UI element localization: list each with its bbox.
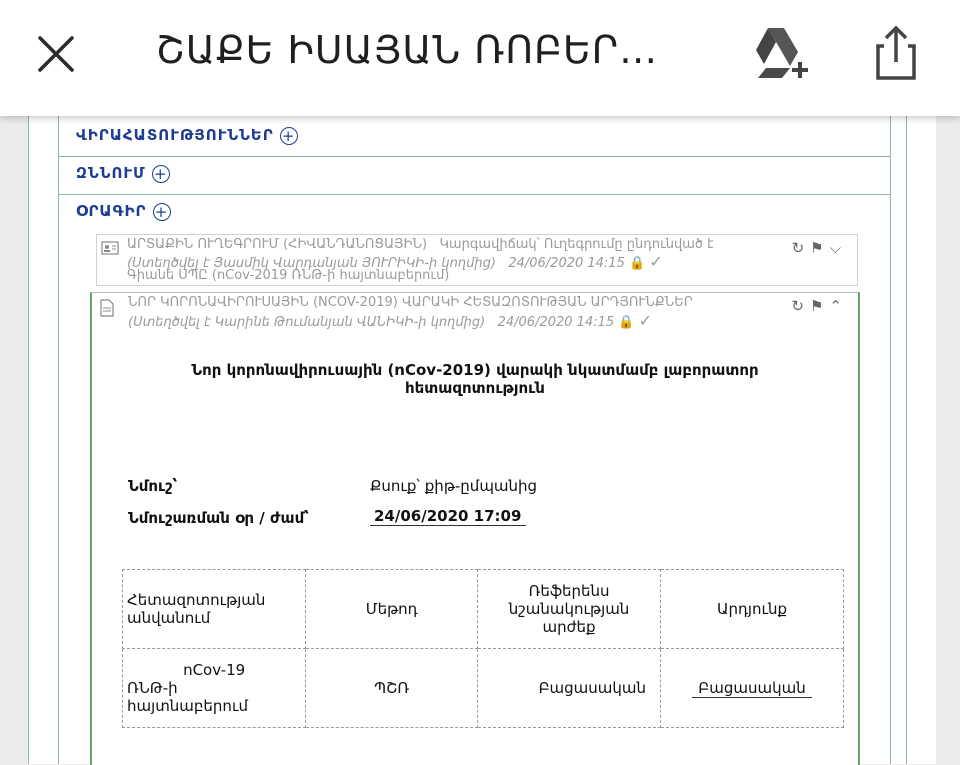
close-icon: [30, 28, 82, 80]
cell-test-name: nCov-19 ՌՆԹ-ի հայտնաբերում: [123, 649, 306, 728]
section-label: ՕՐԱԳԻՐ: [76, 202, 147, 220]
card-controls: [792, 239, 847, 257]
google-drive-add-icon: [752, 24, 814, 80]
card-service: Գիանե ՍՊԸ (nCov-2019 ՌՆԹ-ի հայտնաբերում): [127, 268, 450, 283]
add-to-drive-button[interactable]: [752, 24, 814, 80]
share-button[interactable]: [868, 22, 924, 82]
cell-method: ՊՇՌ: [306, 649, 478, 728]
card-title: ՆՈՐ ԿՈՐՈՆԱՎԻՐՈՒՍԱՅԻՆ (NCOV-2019) ՎԱՐԱԿԻ ՀԵՏԱԶՈՏՈՒԹՅԱՆ ԱՐԴՅՈՒՆՔՆԵՐ: [128, 295, 693, 310]
table-header-row: [123, 570, 844, 649]
refresh-icon[interactable]: ↻: [791, 297, 810, 315]
header-result: Արդյունք: [661, 570, 844, 649]
header-test-name: Հետազոտության անվանում: [123, 570, 306, 649]
sample-label: Նմուշ՝: [128, 477, 178, 495]
add-icon[interactable]: +: [153, 203, 171, 221]
outer-frame-right: [890, 116, 891, 764]
card-created-by: (Ստեղծվել է Կարինե Թումանյան ՎԱՆԻԿԻ-ի կողմից): [128, 315, 486, 330]
checkmark-icon: ✓: [638, 311, 653, 330]
sample-value: Քսուք՝ քիթ-ըմպանից: [370, 477, 538, 495]
lock-icon: 🔒: [618, 315, 635, 330]
chevron-down-icon[interactable]: ⌵: [829, 239, 847, 257]
card-created-by: (Ստեղծվել է Յասմիկ Վարդանյան ՅՈՒՐԻԿԻ-ի կողմից): [127, 256, 496, 271]
section-diary[interactable]: [76, 202, 171, 221]
card-datetime: 24/06/2020 14:15: [508, 256, 625, 271]
flag-icon[interactable]: ⚑: [810, 239, 830, 257]
section-examination[interactable]: [76, 164, 170, 183]
add-icon[interactable]: +: [280, 127, 298, 145]
section-divider: [58, 156, 890, 157]
app-bar: [0, 0, 960, 116]
sampling-datetime-label: Նմուշառման օր / ժամ՝: [128, 509, 309, 527]
section-label: ԶՆՆՈՒՄ: [76, 164, 146, 182]
close-button[interactable]: [30, 28, 82, 80]
document-viewer[interactable]: [0, 116, 960, 764]
table-row: [123, 649, 844, 728]
lock-icon: 🔒: [629, 256, 646, 271]
header-reference: Ռեֆերենս նշանակության արժեք: [478, 570, 661, 649]
document-title: ՇԱՔԵ ԻՍԱՅԱՆ ՌՈԲԵՐ…: [156, 28, 659, 72]
section-divider: [58, 194, 890, 195]
section-label: ՎԻՐԱՀԱՏՈՒԹՅՈՒՆՆԵՐ: [76, 126, 274, 144]
sampling-datetime-value: 24/06/2020 17:09: [370, 507, 526, 526]
flag-icon[interactable]: ⚑: [809, 297, 830, 315]
refresh-icon[interactable]: ↻: [791, 239, 811, 257]
share-icon: [868, 22, 924, 82]
add-icon[interactable]: +: [152, 165, 170, 183]
outer-frame-left: [58, 116, 59, 764]
lab-result-card[interactable]: [90, 292, 860, 765]
results-table: [122, 569, 844, 728]
cell-result: Բացասական: [661, 649, 844, 728]
document-icon: [100, 299, 114, 317]
page-border-left: [28, 116, 29, 764]
contact-card-icon: [101, 241, 119, 255]
card-datetime: 24/06/2020 14:15: [497, 315, 615, 330]
header-method: Մեթոդ: [306, 570, 478, 649]
lab-heading-line1: Նոր կորոնավիրուսային (nCov-2019) վարակի նկատմամբ լաբորատոր: [191, 361, 759, 379]
lab-heading-line2: հետազոտություն: [405, 379, 545, 397]
checkmark-icon: ✓: [649, 252, 663, 271]
chevron-up-icon[interactable]: ⌃: [829, 297, 848, 315]
card-controls: [791, 297, 848, 315]
card-title: ԱՐՏԱՔԻՆ ՈՒՂԵԳՐՈՒՄ (ՀԻՎԱՆԴԱՆՈՑԱՅԻՆ): [127, 237, 428, 252]
page-border-right: [906, 116, 907, 764]
cell-reference: Բացասական: [478, 649, 661, 728]
referral-card[interactable]: [96, 234, 858, 286]
section-surgeries[interactable]: [76, 126, 298, 145]
card-status: Կարգավիճակ՝ Ուղեգրումը ընդունված է: [439, 237, 714, 252]
